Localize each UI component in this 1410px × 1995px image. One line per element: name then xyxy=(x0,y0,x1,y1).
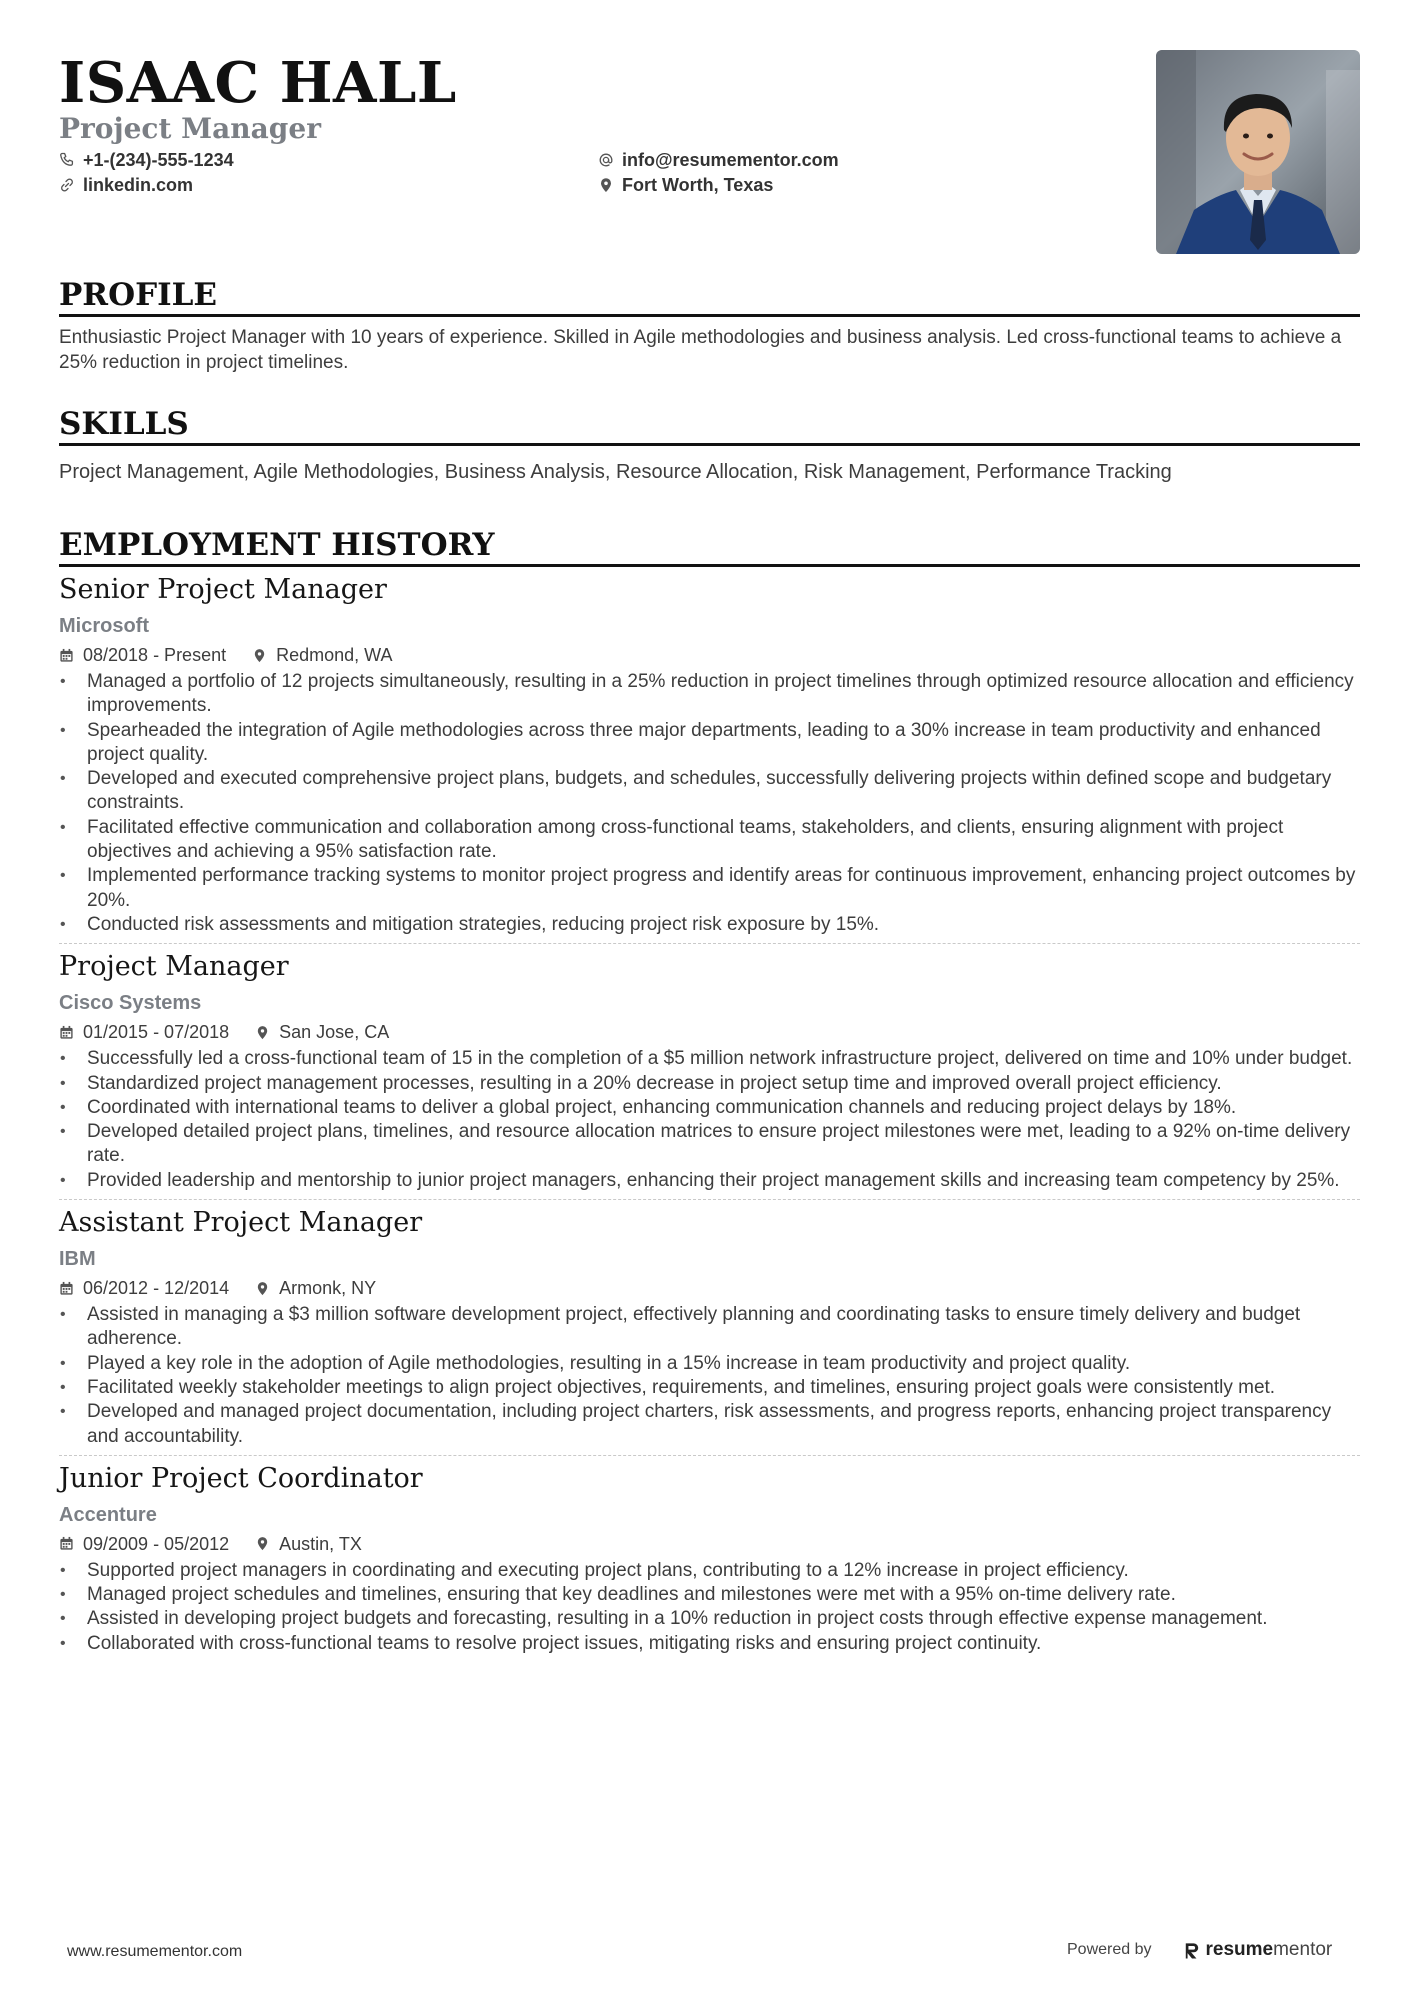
skills-heading: SKILLS xyxy=(59,405,1360,446)
job-location: San Jose, CA xyxy=(279,1022,390,1043)
profile-text: Enthusiastic Project Manager with 10 years of experience. Skilled in Agile methodologies and business analysis. Led cross-functional teams to achieve a 25% reduction in project timelines. xyxy=(59,327,1342,373)
job-entry xyxy=(59,950,1360,1200)
at-icon xyxy=(598,152,614,168)
job-meta xyxy=(59,1276,1360,1300)
job-entry xyxy=(59,1206,1360,1456)
job-location: Armonk, NY xyxy=(279,1278,377,1299)
linkedin-text[interactable]: linkedin.com xyxy=(83,175,194,195)
list-item: • Implemented performance tracking systems to monitor project progress and identify areas for continuous improvement, enhancing project outcomes by 20%. xyxy=(59,864,1360,913)
job-entry xyxy=(59,573,1360,944)
phone-text: +1-(234)-555-1234 xyxy=(83,150,234,170)
list-item: • Provided leadership and mentorship to junior project managers, enhancing their project management skills and increasing team competency by 25%. xyxy=(59,1169,1360,1193)
job-dates: 09/2009 - 05/2012 xyxy=(83,1533,230,1554)
calendar-icon xyxy=(59,1281,74,1296)
job-bullets xyxy=(59,1559,1360,1656)
email-text[interactable]: info@resumementor.com xyxy=(622,150,839,170)
job-meta xyxy=(59,1532,1360,1556)
candidate-name: ISAAC HALL xyxy=(59,50,457,116)
location-pin-icon xyxy=(255,1281,270,1296)
contact-location xyxy=(598,173,773,197)
job-bullets xyxy=(59,670,1360,937)
location-pin-icon xyxy=(252,648,267,663)
link-icon xyxy=(59,177,75,193)
list-item: • Developed and executed comprehensive project plans, budgets, and schedules, successfully delivering projects within defined scope and budgetary constraints. xyxy=(59,767,1360,816)
list-item: • Assisted in managing a $3 million software development project, effectively planning and coordinating tasks to ensure timely delivery and budget adherence. xyxy=(59,1303,1360,1352)
list-item: • Standardized project management processes, resulting in a 20% decrease in project setup time and improved overall project efficiency. xyxy=(59,1072,1360,1096)
calendar-icon xyxy=(59,1536,74,1551)
list-item: • Conducted risk assessments and mitigation strategies, reducing project risk exposure by 15%. xyxy=(59,913,1360,937)
job-bullets xyxy=(59,1303,1360,1449)
company-name: IBM xyxy=(59,1248,96,1271)
job-dates: 06/2012 - 12/2014 xyxy=(83,1278,230,1299)
job-dates: 08/2018 - Present xyxy=(83,645,227,665)
list-item: • Facilitated effective communication and collaboration among cross-functional teams, stakeholders, and clients, ensuring alignment with project objectives and achieving a 95% satisfaction rate. xyxy=(59,816,1360,865)
brand-bold: resume xyxy=(1205,1939,1274,1960)
job-title: Assistant Project Manager xyxy=(59,1207,423,1239)
company-name: Microsoft xyxy=(59,615,149,637)
skills-section xyxy=(59,405,1360,485)
job-dates: 01/2015 - 07/2018 xyxy=(83,1022,230,1043)
job-location: Austin, TX xyxy=(279,1533,362,1554)
list-item: • Developed and managed project documentation, including project charters, risk assessments, and progress reports, enhancing project transparency and accountability. xyxy=(59,1400,1360,1449)
location-text: Fort Worth, Texas xyxy=(622,175,774,195)
footer-website[interactable]: www.resumementor.com xyxy=(67,1943,243,1960)
job-meta xyxy=(59,643,1360,667)
phone-icon xyxy=(59,152,75,168)
powered-by-label: Powered by xyxy=(1067,1941,1152,1958)
job-bullets xyxy=(59,1047,1360,1193)
list-item: • Spearheaded the integration of Agile methodologies across three major departments, leading to a 30% increase in team productivity and enhanced project quality. xyxy=(59,719,1360,768)
brand-light: mentor xyxy=(1273,1939,1333,1960)
contact-linkedin[interactable] xyxy=(59,173,193,197)
candidate-role: Project Manager xyxy=(59,112,321,145)
company-name: Cisco Systems xyxy=(59,992,202,1015)
avatar xyxy=(1156,50,1360,254)
list-item: • Coordinated with international teams to deliver a global project, enhancing communication channels and reducing project delays by 18%. xyxy=(59,1096,1360,1120)
list-item: • Facilitated weekly stakeholder meetings to align project objectives, requirements, and timelines, ensuring project goals were consistently met. xyxy=(59,1376,1360,1400)
job-title: Junior Project Coordinator xyxy=(59,1462,423,1494)
profile-heading: PROFILE xyxy=(59,276,1360,317)
company-name: Accenture xyxy=(59,1503,157,1526)
list-item: • Collaborated with cross-functional teams to resolve project issues, mitigating risks and ensuring project continuity. xyxy=(59,1632,1360,1656)
calendar-icon xyxy=(59,1025,74,1040)
calendar-icon xyxy=(59,648,74,663)
footer-branding xyxy=(1067,1938,1332,1962)
employment-section xyxy=(59,526,1360,1662)
list-item: • Managed project schedules and timelines, ensuring that key deadlines and milestones were met with a 95% on-time delivery rate. xyxy=(59,1583,1360,1607)
job-title: Senior Project Manager xyxy=(59,574,387,605)
location-pin-icon xyxy=(598,177,614,193)
resumementor-logo-icon xyxy=(1184,1941,1200,1960)
list-item: • Played a key role in the adoption of Agile methodologies, resulting in a 15% increase in team productivity and project quality. xyxy=(59,1352,1360,1376)
job-entry xyxy=(59,1462,1360,1662)
list-item: • Developed detailed project plans, timelines, and resource allocation matrices to ensure project milestones were met, leading to a 92% on-time delivery rate. xyxy=(59,1120,1360,1169)
job-title: Project Manager xyxy=(59,951,289,983)
location-pin-icon xyxy=(255,1025,270,1040)
contact-phone xyxy=(59,148,234,172)
profile-section xyxy=(59,276,1360,375)
brand-logo[interactable] xyxy=(1184,1938,1333,1962)
skills-text: Project Management, Agile Methodologies, Business Analysis, Resource Allocation, Risk Management, Performance Tracking xyxy=(59,461,1172,483)
list-item: • Managed a portfolio of 12 projects simultaneously, resulting in a 25% reduction in project timelines through optimized resource allocation and efficiency improvements. xyxy=(59,670,1360,719)
contact-email[interactable] xyxy=(598,148,839,172)
location-pin-icon xyxy=(255,1536,270,1551)
profile-photo xyxy=(1156,50,1360,254)
list-item: • Successfully led a cross-functional team of 15 in the completion of a $5 million network infrastructure project, delivered on time and 10% under budget. xyxy=(59,1047,1360,1071)
list-item: • Supported project managers in coordinating and executing project plans, contributing to a 12% increase in project efficiency. xyxy=(59,1559,1360,1583)
list-item: • Assisted in developing project budgets and forecasting, resulting in a 10% reduction in project costs through effective expense management. xyxy=(59,1607,1360,1631)
job-location: Redmond, WA xyxy=(276,645,393,665)
employment-heading: EMPLOYMENT HISTORY xyxy=(59,526,1360,567)
job-meta xyxy=(59,1020,1360,1044)
